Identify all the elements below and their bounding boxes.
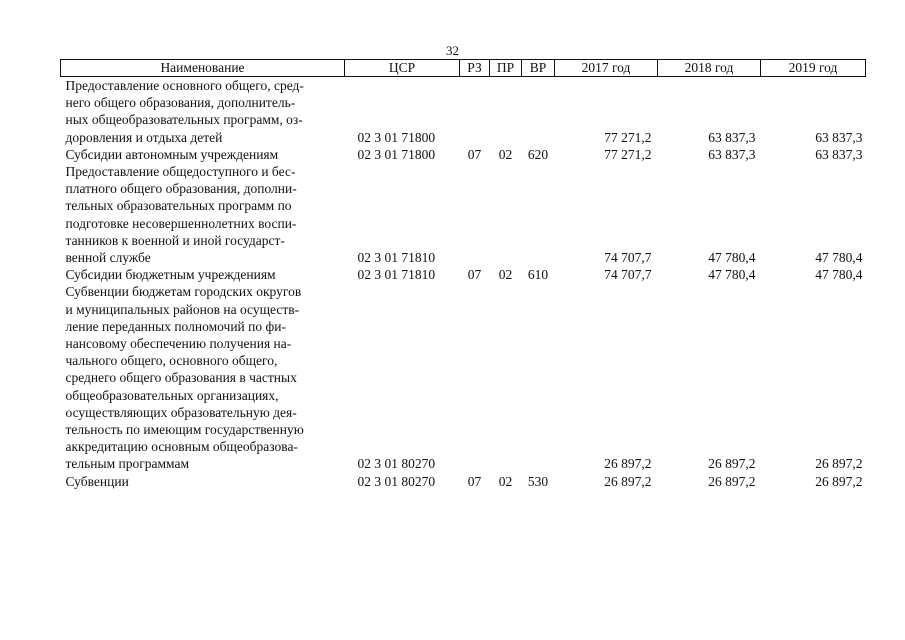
row-pr: 02 <box>498 146 513 162</box>
row-2017: 26 897,2 <box>604 456 652 472</box>
row-name: Субвенции <box>65 473 129 489</box>
row-name-cell <box>61 146 345 163</box>
row-2019: 47 780,4 <box>815 267 863 283</box>
row-2018: 47 780,4 <box>708 250 756 266</box>
row-csr: 02 3 01 80270 <box>357 456 436 472</box>
row-vr: 620 <box>527 146 549 162</box>
row-2019: 47 780,4 <box>815 250 863 266</box>
row-name-cell <box>61 283 345 472</box>
row-pr <box>490 163 522 266</box>
table-row <box>61 473 866 490</box>
row-2017: 77 271,2 <box>604 146 652 162</box>
row-2018: 63 837,3 <box>708 146 756 162</box>
row-rz <box>460 163 490 266</box>
table-row <box>61 77 866 146</box>
page-number: 32 <box>446 43 459 58</box>
row-pr <box>490 283 522 472</box>
row-2019: 26 897,2 <box>815 456 863 472</box>
row-name: Субсидии автономным учреждениям <box>65 146 279 162</box>
row-2019: 63 837,3 <box>815 146 863 162</box>
row-name-cell <box>61 266 345 283</box>
row-2019: 26 897,2 <box>815 473 863 489</box>
header-name: Наименование <box>61 60 345 77</box>
table-header-row <box>61 60 866 77</box>
header-rz: РЗ <box>460 60 490 77</box>
row-name-cell <box>61 77 345 146</box>
row-2017: 74 707,7 <box>604 267 652 283</box>
row-2018: 47 780,4 <box>708 267 756 283</box>
row-rz <box>460 77 490 146</box>
row-2017: 26 897,2 <box>604 473 652 489</box>
row-csr: 02 3 01 71810 <box>357 250 436 266</box>
row-csr: 02 3 01 80270 <box>357 473 436 489</box>
row-vr: 610 <box>527 267 549 283</box>
row-name-cell <box>61 473 345 490</box>
table-row <box>61 266 866 283</box>
row-vr <box>522 283 555 472</box>
header-csr: ЦСР <box>345 60 460 77</box>
row-csr: 02 3 01 71800 <box>357 129 436 145</box>
row-name-cell <box>61 163 345 266</box>
row-2019: 63 837,3 <box>815 129 863 145</box>
row-2018: 26 897,2 <box>708 473 756 489</box>
row-pr <box>490 77 522 146</box>
table-row <box>61 146 866 163</box>
row-pr: 02 <box>498 267 513 283</box>
row-2017: 77 271,2 <box>604 129 652 145</box>
header-2018: 2018 год <box>658 60 761 77</box>
row-2018: 63 837,3 <box>708 129 756 145</box>
row-rz <box>460 283 490 472</box>
row-vr <box>522 163 555 266</box>
header-vr: ВР <box>522 60 555 77</box>
row-csr: 02 3 01 71810 <box>357 267 436 283</box>
row-rz: 07 <box>467 267 482 283</box>
header-2019: 2019 год <box>761 60 866 77</box>
row-rz: 07 <box>467 146 482 162</box>
table-row <box>61 163 866 266</box>
row-name: Предоставление основного общего, сред- него общего образования, дополнитель- ных общеобразовательных программ, оз- доровления и отдыха детей <box>65 78 304 145</box>
budget-table <box>60 59 866 490</box>
row-vr <box>522 77 555 146</box>
header-2017: 2017 год <box>555 60 658 77</box>
row-name: Субсидии бюджетным учреждениям <box>65 267 276 283</box>
row-vr: 530 <box>527 473 549 489</box>
header-pr: ПР <box>490 60 522 77</box>
row-rz: 07 <box>467 473 482 489</box>
table-row <box>61 283 866 472</box>
row-2018: 26 897,2 <box>708 456 756 472</box>
row-pr: 02 <box>498 473 513 489</box>
row-name: Субвенции бюджетам городских округов и муниципальных районов на осуществ- ление переданных полномочий по фи- нансовому обеспечению получения на- чального общего, основного общего, среднего общего образования в частных общеобразовательных организациях, осуществляющих образовательную дея- тельность по имеющим государственную аккредитацию основным общеобразова- тельным программам <box>65 284 304 472</box>
row-2017: 74 707,7 <box>604 250 652 266</box>
row-name: Предоставление общедоступного и бес- платного общего образования, дополни- тельных образовательных программ по подготовке несовершеннолетних воспи- танников к военной и иной государст- венной службе <box>65 164 297 266</box>
row-csr: 02 3 01 71800 <box>357 146 436 162</box>
